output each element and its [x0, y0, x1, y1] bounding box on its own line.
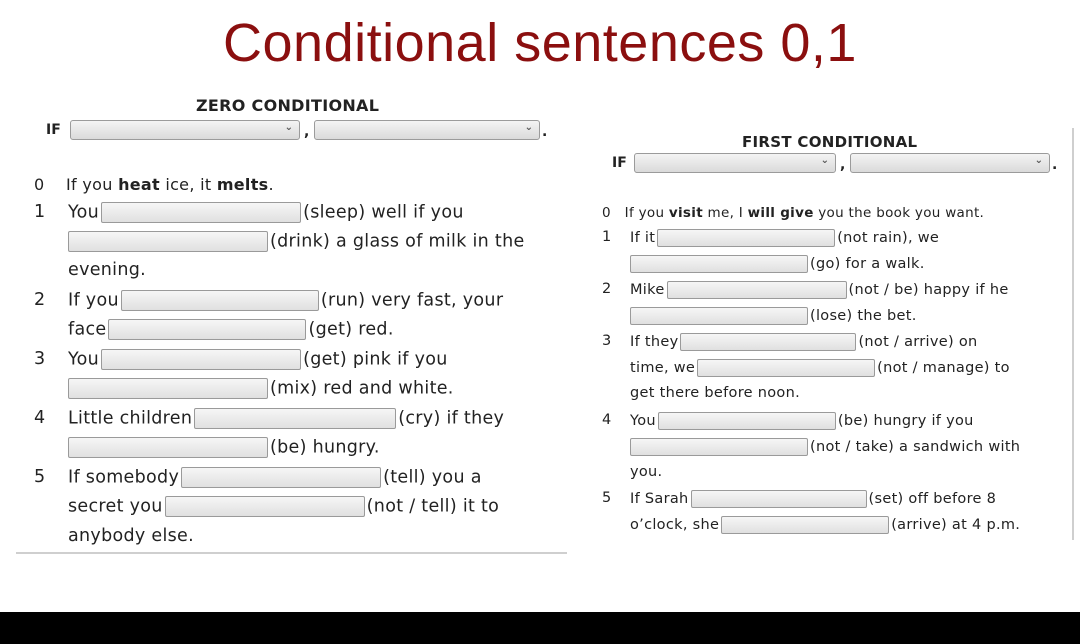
first-if-label: IF [612, 155, 627, 171]
first-comma: , [840, 157, 846, 173]
answer-field[interactable] [680, 333, 856, 351]
chevron-down-icon: ⌄ [820, 155, 829, 166]
answer-field[interactable] [630, 307, 808, 325]
answer-field[interactable] [181, 467, 381, 488]
answer-field[interactable] [165, 496, 365, 517]
first-s2-line2: (lose) the bet. [630, 307, 917, 325]
chevron-down-icon: ⌄ [284, 122, 293, 133]
first-s1-line2: (go) for a walk. [630, 255, 925, 273]
answer-field[interactable] [108, 319, 306, 340]
answer-field[interactable] [697, 359, 875, 377]
zero-s4-line1: Little children (cry) if they [68, 408, 505, 429]
first-s5-line1: If Sarah (set) off before 8 [630, 491, 997, 507]
answer-field[interactable] [658, 412, 836, 430]
first-s4-line2: (not / take) a sandwich with [630, 438, 1020, 456]
first-conditional-panel [592, 128, 1074, 540]
first-s1-line1: If it (not rain), we [630, 230, 940, 246]
example-number: 0 [602, 205, 611, 221]
answer-field[interactable] [630, 255, 808, 273]
answer-field[interactable] [68, 231, 268, 252]
item-number: 3 [602, 333, 612, 349]
zero-comma: , [304, 124, 310, 140]
answer-field[interactable] [657, 229, 835, 247]
item-number: 2 [34, 290, 46, 310]
item-number: 5 [602, 490, 612, 506]
answer-field[interactable] [101, 349, 301, 370]
item-number: 1 [602, 229, 612, 245]
answer-field[interactable] [630, 438, 808, 456]
page-title: Conditional sentences 0,1 [223, 13, 857, 73]
chevron-down-icon: ⌄ [1034, 155, 1043, 166]
first-if-dropdown[interactable] [634, 153, 836, 173]
first-s3-line2: time, we (not / manage) to [630, 360, 1010, 376]
item-number: 5 [34, 467, 46, 487]
zero-example: 0 If you heat ice, it melts. [34, 175, 274, 194]
zero-s3-line2: (mix) red and white. [68, 378, 454, 399]
chevron-down-icon: ⌄ [524, 122, 533, 133]
first-heading: FIRST CONDITIONAL [742, 133, 918, 151]
zero-s5-line3: anybody else. [68, 526, 194, 546]
answer-field[interactable] [121, 290, 319, 311]
first-s2-line1: Mike (not / be) happy if he [630, 282, 1009, 298]
first-s4-line1: You (be) hungry if you [630, 413, 974, 429]
item-number: 2 [602, 281, 612, 297]
item-number: 4 [34, 408, 46, 428]
zero-conditional-panel [16, 92, 567, 554]
first-s3-line3: get there before noon. [630, 385, 800, 401]
first-result-dropdown[interactable] [850, 153, 1050, 173]
item-number: 1 [34, 202, 46, 222]
answer-field[interactable] [667, 281, 847, 299]
bottom-bar [0, 612, 1080, 644]
first-s4-line3: you. [630, 464, 663, 480]
example-number: 0 [34, 175, 45, 194]
zero-s1-line2: (drink) a glass of milk in the [68, 231, 525, 252]
answer-field[interactable] [691, 490, 867, 508]
answer-field[interactable] [194, 408, 396, 429]
zero-s4-line2: (be) hungry. [68, 437, 380, 458]
zero-period: . [542, 124, 548, 140]
zero-s2-line1: If you (run) very fast, your [68, 290, 504, 311]
zero-s5-line2: secret you (not / tell) it to [68, 496, 500, 517]
item-number: 4 [602, 412, 612, 428]
zero-result-dropdown[interactable] [314, 120, 540, 140]
first-example: 0 If you visit me, I will give you the book you want. [602, 205, 985, 221]
zero-if-label: IF [46, 122, 61, 138]
zero-s5-line1: If somebody (tell) you a [68, 467, 482, 488]
answer-field[interactable] [68, 378, 268, 399]
item-number: 3 [34, 349, 46, 369]
zero-s3-line1: You (get) pink if you [68, 349, 448, 370]
zero-s1-line3: evening. [68, 260, 147, 280]
zero-s1-line1: You (sleep) well if you [68, 202, 464, 223]
zero-heading: ZERO CONDITIONAL [196, 96, 380, 115]
first-s3-line1: If they (not / arrive) on [630, 334, 978, 350]
zero-if-dropdown[interactable] [70, 120, 300, 140]
first-period: . [1052, 157, 1058, 173]
answer-field[interactable] [721, 516, 889, 534]
answer-field[interactable] [68, 437, 268, 458]
first-s5-line2: o’clock, she (arrive) at 4 p.m. [630, 517, 1021, 533]
answer-field[interactable] [101, 202, 301, 223]
zero-s2-line2: face (get) red. [68, 319, 394, 340]
